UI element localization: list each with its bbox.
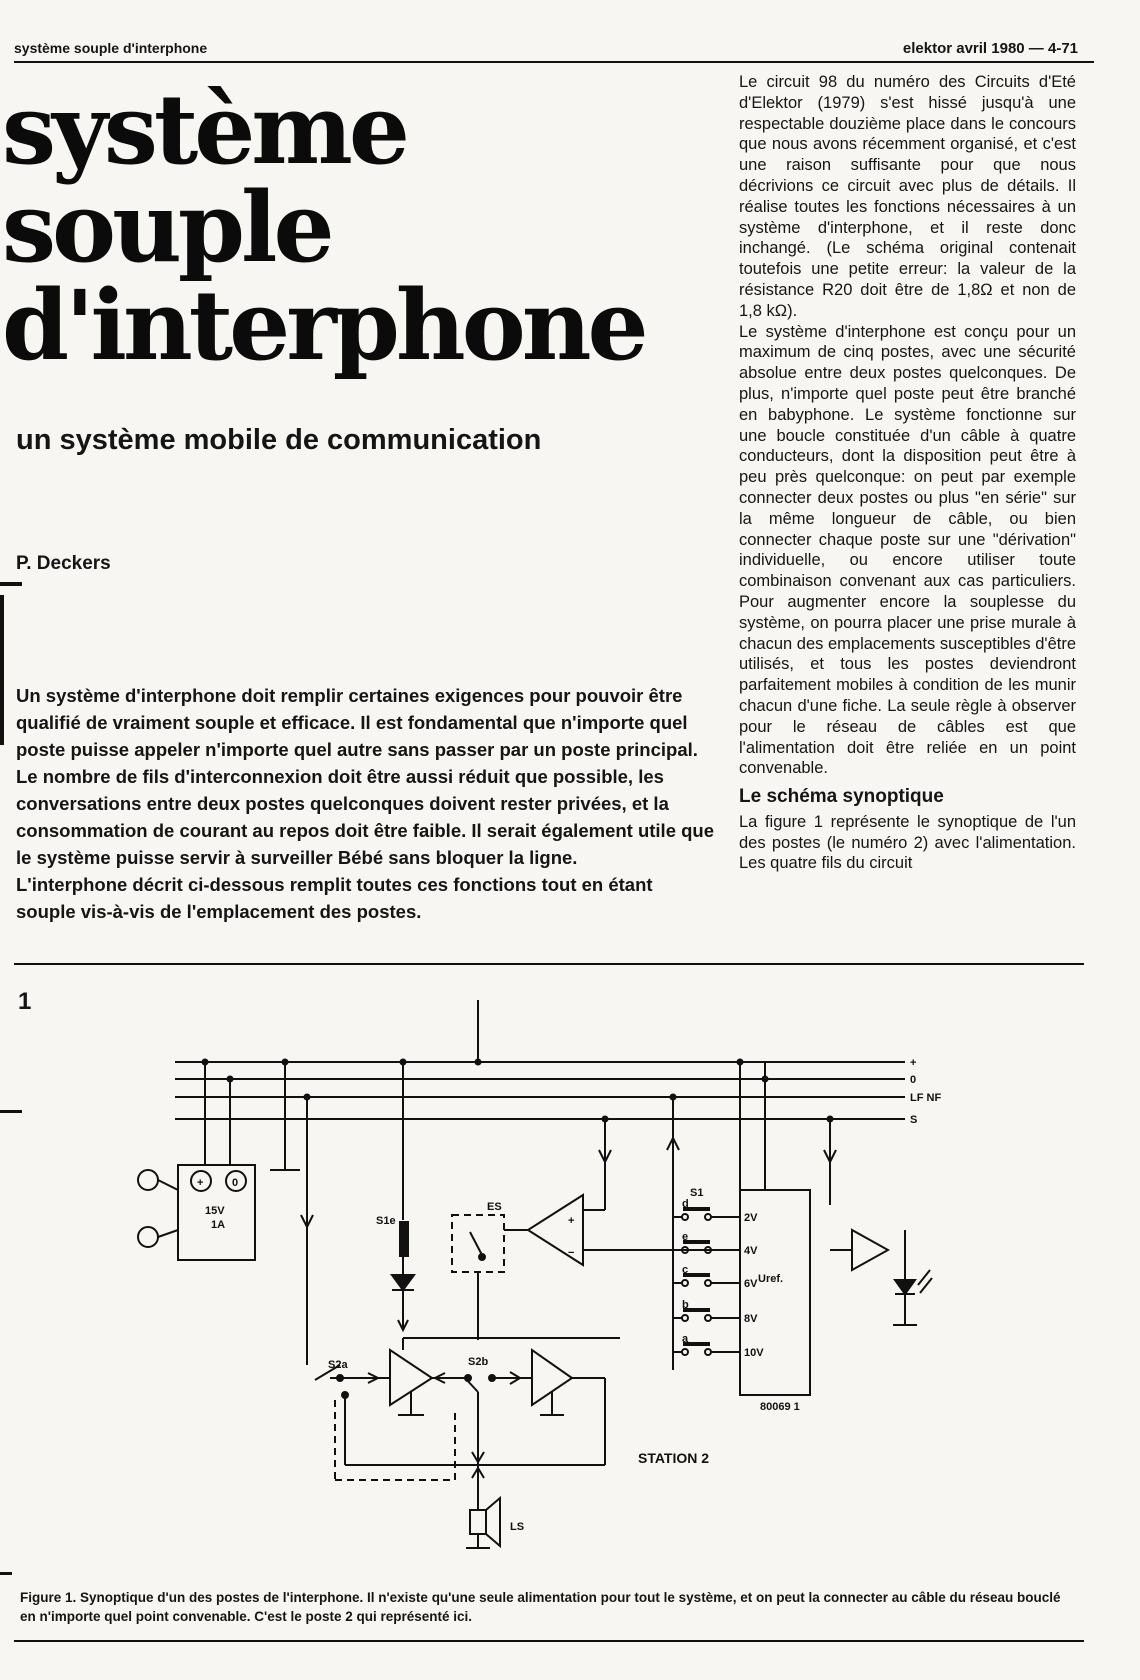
title-line-2: souple	[2, 171, 331, 284]
s1-contact	[673, 1344, 740, 1355]
body-paragraph: Le circuit 98 du numéro des Circuits d'Eté d'Elektor (1979) s'est hissé jusqu'à une respectable douzième place dans le concours que nous avons récemment organisé, et c'est une raison suffisante pour que nous décrivions ce circuit avec plus de détails. Il réalise toutes les fonctions nécessaires à un système d'interphone, et il reste donc inchangé. (Le schéma original contenait toutefois une petite erreur: la valeur de la résistance R20 doit être de 1,8Ω et non de 1,8 kΩ).	[739, 73, 1076, 320]
uref-label: Uref.	[758, 1273, 784, 1285]
s2a-label: S2a	[328, 1359, 348, 1371]
title-line-1: système	[2, 73, 406, 186]
subtitle: un système mobile de communication	[16, 424, 542, 456]
s2b-label: S2b	[468, 1356, 489, 1368]
bus-label: LF NF	[910, 1092, 942, 1104]
ls-label: LS	[510, 1521, 525, 1533]
s1-contact	[673, 1209, 740, 1220]
uref-tap-voltage: 2V	[744, 1212, 758, 1224]
body-paragraph: La figure 1 représente le synoptique de l'un des postes (le numéro 2) avec l'alimentation. Les quatre fils du circuit	[739, 812, 1076, 873]
journal-reference: elektor avril 1980 — 4-71	[902, 40, 1078, 57]
station-label: STATION 2	[638, 1450, 710, 1466]
margin-mark	[0, 595, 4, 745]
s1e-label: S1e	[376, 1215, 396, 1227]
title-line-3: d'interphone	[2, 269, 645, 382]
figure-code: 80069 1	[760, 1401, 800, 1413]
running-title: système souple d'interphone	[14, 40, 208, 56]
s1-contact	[673, 1242, 740, 1253]
s1-letter: e	[682, 1231, 689, 1243]
figure-caption: Figure 1. Synoptique d'un des postes de l'interphone. Il n'existe qu'une seule alimentation pour tout le système, et on peut la connecter au câble du réseau bouclé en n'importe quel point convenable. C'est le poste 2 qui représenté ici.	[20, 1590, 1061, 1624]
margin-mark	[0, 582, 22, 586]
psu-plus-label: +	[197, 1177, 204, 1189]
s1-label: S1	[690, 1187, 704, 1199]
comparator	[528, 1195, 583, 1265]
psu-current: 1A	[211, 1219, 226, 1231]
uref-tap-voltage: 8V	[744, 1313, 758, 1325]
psu-voltage: 15V	[205, 1205, 225, 1217]
bus-label: 0	[910, 1074, 917, 1086]
es-label: ES	[487, 1201, 502, 1213]
uref-tap-voltage: 4V	[744, 1245, 758, 1257]
bus-label: S	[910, 1114, 918, 1126]
s1-letter: a	[682, 1333, 689, 1345]
figure-1-block-diagram	[0, 1000, 1140, 1560]
uref-tap-voltage: 10V	[744, 1347, 764, 1359]
comparator-plus: +	[568, 1215, 575, 1227]
intro-paragraph: L'interphone décrit ci-dessous remplit toutes ces fonctions tout en étant souple vis-à-vis de l'emplacement des postes.	[16, 874, 653, 922]
figure-bottom-rule	[14, 1640, 1084, 1642]
s1-letter: d	[682, 1198, 689, 1210]
block-diagram-svg	[0, 1000, 1140, 1560]
s1-contact	[673, 1275, 740, 1286]
s1-letter: c	[682, 1264, 689, 1276]
buffer-amp	[852, 1230, 888, 1270]
header-rule	[14, 61, 1094, 63]
body-paragraph: Le système d'interphone est conçu pour un maximum de cinq postes, avec une sécurité absolue entre deux postes quelconques. De plus, n'importe quel poste peut être branché en babyphone. Le système fonctionne sur une boucle constituée d'un câble à quatre conducteurs, dont la disposition peut être à peu près quelconque: on peut par exemple connecter deux postes ou plus "en série" sur la même longueur de câble, ou bien connecter chaque poste sur une "dérivation" individuelle, ou encore utiliser toute combinaison convenant aux cas particuliers. Pour augmenter encore la souplesse du système, on pourra placer une prise murale à chacun des emplacements susceptibles d'être utilisés, et tous les postes deviendront parfaitement mobiles à condition de les munir chacun d'une fiche. La seule règle à observer pour le réseau de câbles est que l'alimentation doit être reliée en un point convenable.	[739, 322, 1077, 778]
section-heading: Le schéma synoptique	[739, 786, 944, 808]
intro-text	[16, 682, 716, 925]
body-column	[739, 72, 1076, 874]
s1-contact	[673, 1310, 740, 1321]
margin-mark	[0, 1572, 12, 1575]
comparator-minus: −	[568, 1247, 575, 1259]
intro-paragraph: Un système d'interphone doit remplir certaines exigences pour pouvoir être qualifié de vraiment souple et efficace. Il est fondamental que n'importe quel poste puisse appeler n'importe quel autre sans passer par un poste principal. Le nombre de fils d'interconnexion doit être aussi réduit que possible, les conversations entre deux postes quelconques doivent rester privées, et la consommation de courant au repos doit être faible. Il serait également utile que le système puisse servir à surveiller Bébé sans bloquer la ligne.	[16, 685, 715, 868]
psu-zero-label: 0	[232, 1177, 239, 1189]
author: P. Deckers	[16, 553, 111, 574]
uref-tap-voltage: 6V	[744, 1278, 758, 1290]
figure-top-rule	[14, 963, 1084, 965]
bus-label: +	[910, 1057, 917, 1069]
figure-number: 1	[18, 988, 32, 1015]
s1-letter: b	[682, 1299, 689, 1311]
